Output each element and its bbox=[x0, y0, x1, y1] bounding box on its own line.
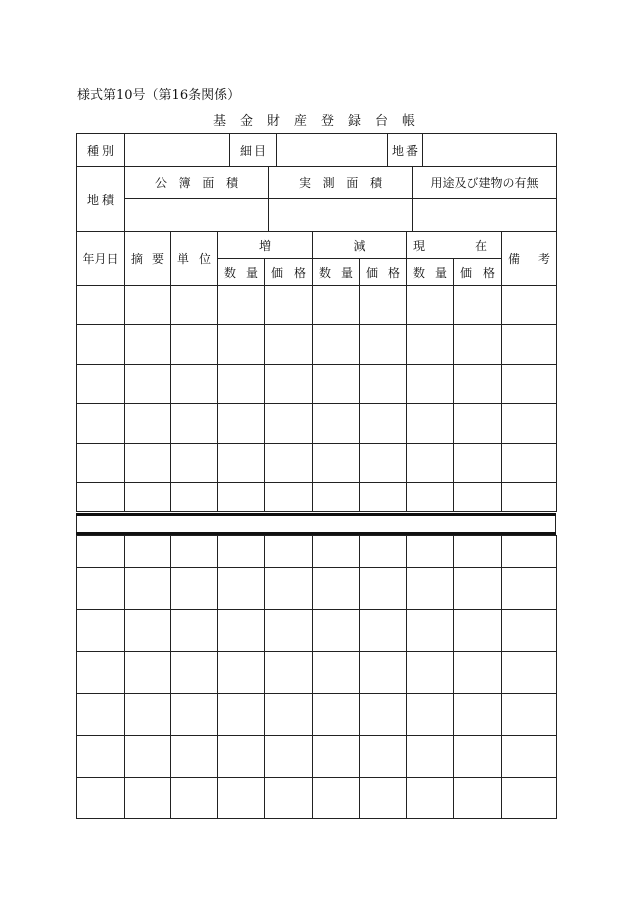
increase-price-header: 価 格 bbox=[265, 259, 313, 286]
register-table bbox=[76, 133, 556, 512]
ledger-cell[interactable] bbox=[77, 736, 125, 778]
ledger-cell[interactable] bbox=[360, 736, 407, 778]
ledger-cell[interactable] bbox=[454, 404, 502, 444]
ledger-cell[interactable] bbox=[360, 483, 407, 512]
ledger-row bbox=[77, 286, 557, 325]
title-char: 基 bbox=[213, 114, 227, 129]
ledger-cell[interactable] bbox=[313, 694, 360, 736]
ledger-cell[interactable] bbox=[171, 325, 218, 365]
ledger-cell[interactable] bbox=[313, 610, 360, 652]
ledger-cell[interactable] bbox=[171, 568, 218, 610]
ledger-cell[interactable] bbox=[502, 483, 557, 512]
ledger-cell[interactable] bbox=[454, 286, 502, 325]
ledger-cell[interactable] bbox=[454, 736, 502, 778]
title-char: 台 bbox=[375, 114, 389, 129]
shubetsu-label: 種 別 bbox=[77, 134, 125, 167]
ledger-row bbox=[77, 694, 557, 736]
ledger-cell[interactable] bbox=[125, 286, 171, 325]
ledger-cell[interactable] bbox=[77, 325, 125, 365]
remarks-header: 備 考 bbox=[502, 232, 557, 286]
ledger-cell[interactable] bbox=[454, 365, 502, 404]
ledger-cell[interactable] bbox=[218, 325, 265, 365]
ledger-cell[interactable] bbox=[125, 365, 171, 404]
yoto-value[interactable] bbox=[413, 199, 557, 232]
ledger-cell[interactable] bbox=[454, 483, 502, 512]
ledger-cell[interactable] bbox=[407, 483, 454, 512]
ledger-cell[interactable] bbox=[125, 610, 171, 652]
ledger-cell[interactable] bbox=[171, 610, 218, 652]
ledger-cell[interactable] bbox=[360, 536, 407, 568]
ledger-cell[interactable] bbox=[171, 444, 218, 483]
ledger-cell[interactable] bbox=[360, 610, 407, 652]
ledger-cell[interactable] bbox=[125, 444, 171, 483]
ledger-cell[interactable] bbox=[77, 286, 125, 325]
break-gap bbox=[76, 516, 556, 532]
chiseki-label: 地 積 bbox=[77, 167, 125, 232]
ledger-row bbox=[77, 325, 557, 365]
ledger-cell[interactable] bbox=[454, 694, 502, 736]
ledger-cell[interactable] bbox=[77, 778, 125, 819]
ledger-cell[interactable] bbox=[218, 365, 265, 404]
ledger-cell[interactable] bbox=[77, 404, 125, 444]
ledger-cell[interactable] bbox=[77, 444, 125, 483]
ledger-header-table bbox=[76, 231, 557, 286]
kobo-menseki-header: 公 簿 面 積 bbox=[125, 167, 269, 199]
ledger-cell[interactable] bbox=[502, 736, 557, 778]
ledger-cell[interactable] bbox=[218, 536, 265, 568]
ledger-cell[interactable] bbox=[171, 652, 218, 694]
ledger-cell[interactable] bbox=[77, 652, 125, 694]
current-header: 現 在 bbox=[407, 232, 502, 259]
ledger-cell[interactable] bbox=[360, 652, 407, 694]
title-char: 金 bbox=[240, 114, 254, 129]
jissoku-menseki-value[interactable] bbox=[269, 199, 413, 232]
ledger-cell[interactable] bbox=[407, 736, 454, 778]
ledger-cell[interactable] bbox=[125, 736, 171, 778]
ledger-cell[interactable] bbox=[218, 286, 265, 325]
ledger-cell[interactable] bbox=[218, 610, 265, 652]
ledger-cell[interactable] bbox=[407, 568, 454, 610]
ledger-row bbox=[77, 404, 557, 444]
ledger-cell[interactable] bbox=[265, 736, 313, 778]
ledger-cell[interactable] bbox=[77, 365, 125, 404]
ledger-cell[interactable] bbox=[171, 286, 218, 325]
ledger-row bbox=[77, 365, 557, 404]
current-quantity-header: 数 量 bbox=[407, 259, 454, 286]
increase-quantity-header: 数 量 bbox=[218, 259, 265, 286]
ledger-lower bbox=[76, 535, 556, 819]
decrease-price-header: 価 格 bbox=[360, 259, 407, 286]
chiban-value[interactable] bbox=[423, 134, 557, 167]
kobo-menseki-value[interactable] bbox=[125, 199, 269, 232]
ledger-cell[interactable] bbox=[265, 694, 313, 736]
ledger-cell[interactable] bbox=[313, 404, 360, 444]
ledger-cell[interactable] bbox=[313, 536, 360, 568]
area-table bbox=[76, 166, 557, 232]
ledger-cell[interactable] bbox=[313, 483, 360, 512]
ledger-cell[interactable] bbox=[218, 404, 265, 444]
ledger-cell[interactable] bbox=[502, 444, 557, 483]
ledger-cell[interactable] bbox=[360, 365, 407, 404]
decrease-quantity-header: 数 量 bbox=[313, 259, 360, 286]
ledger-cell[interactable] bbox=[218, 483, 265, 512]
form-number: 様式第10号（第16条関係） bbox=[77, 88, 241, 103]
ledger-cell[interactable] bbox=[313, 286, 360, 325]
ledger-cell[interactable] bbox=[502, 694, 557, 736]
title-char: 登 bbox=[321, 114, 335, 129]
ledger-cell[interactable] bbox=[313, 365, 360, 404]
ledger-cell[interactable] bbox=[407, 444, 454, 483]
ledger-cell[interactable] bbox=[265, 444, 313, 483]
saimoku-label: 細 目 bbox=[230, 134, 277, 167]
ledger-cell[interactable] bbox=[407, 610, 454, 652]
ledger-cell[interactable] bbox=[313, 778, 360, 819]
title-char: 録 bbox=[348, 114, 362, 129]
ledger-cell[interactable] bbox=[407, 404, 454, 444]
ledger-row bbox=[77, 736, 557, 778]
ledger-cell[interactable] bbox=[360, 404, 407, 444]
ledger-cell[interactable] bbox=[407, 652, 454, 694]
ledger-cell[interactable] bbox=[77, 483, 125, 512]
ledger-cell[interactable] bbox=[313, 325, 360, 365]
ledger-cell[interactable] bbox=[77, 694, 125, 736]
ledger-cell[interactable] bbox=[125, 536, 171, 568]
ledger-cell[interactable] bbox=[502, 325, 557, 365]
ledger-cell[interactable] bbox=[313, 652, 360, 694]
ledger-cell[interactable] bbox=[218, 444, 265, 483]
ledger-row bbox=[77, 536, 557, 568]
ledger-cell[interactable] bbox=[77, 568, 125, 610]
ledger-cell[interactable] bbox=[218, 652, 265, 694]
ledger-cell[interactable] bbox=[265, 286, 313, 325]
ledger-cell[interactable] bbox=[360, 694, 407, 736]
ledger-cell[interactable] bbox=[125, 483, 171, 512]
title-char: 帳 bbox=[402, 114, 416, 129]
ledger-cell[interactable] bbox=[454, 325, 502, 365]
date-header: 年月日 bbox=[77, 232, 125, 286]
ledger-cell[interactable] bbox=[218, 736, 265, 778]
ledger-cell[interactable] bbox=[218, 694, 265, 736]
ledger-cell[interactable] bbox=[313, 568, 360, 610]
ledger-cell[interactable] bbox=[218, 568, 265, 610]
ledger-cell[interactable] bbox=[125, 568, 171, 610]
ledger-cell[interactable] bbox=[407, 325, 454, 365]
ledger-cell[interactable] bbox=[454, 568, 502, 610]
ledger-cell[interactable] bbox=[265, 483, 313, 512]
saimoku-value[interactable] bbox=[277, 134, 388, 167]
ledger-cell[interactable] bbox=[171, 778, 218, 819]
ledger-cell[interactable] bbox=[265, 536, 313, 568]
ledger-cell[interactable] bbox=[171, 404, 218, 444]
summary-header: 摘 要 bbox=[125, 232, 171, 286]
ledger-row bbox=[77, 652, 557, 694]
title-char: 財 bbox=[267, 114, 281, 129]
ledger-cell[interactable] bbox=[171, 736, 218, 778]
ledger-cell[interactable] bbox=[407, 694, 454, 736]
ledger-row bbox=[77, 483, 557, 512]
ledger-cell[interactable] bbox=[454, 610, 502, 652]
form-title bbox=[213, 110, 429, 129]
ledger-cell[interactable] bbox=[265, 365, 313, 404]
ledger-cell[interactable] bbox=[502, 286, 557, 325]
ledger-row bbox=[77, 778, 557, 819]
header-fields-table bbox=[76, 133, 557, 167]
ledger-cell[interactable] bbox=[265, 404, 313, 444]
ledger-cell[interactable] bbox=[125, 652, 171, 694]
ledger-cell[interactable] bbox=[454, 444, 502, 483]
ledger-upper-body bbox=[76, 285, 557, 512]
ledger-cell[interactable] bbox=[407, 365, 454, 404]
decrease-header: 減 bbox=[313, 232, 407, 259]
ledger-cell[interactable] bbox=[502, 568, 557, 610]
ledger-cell[interactable] bbox=[218, 778, 265, 819]
ledger-cell[interactable] bbox=[502, 365, 557, 404]
ledger-cell[interactable] bbox=[360, 568, 407, 610]
ledger-cell[interactable] bbox=[454, 778, 502, 819]
ledger-row bbox=[77, 568, 557, 610]
ledger-cell[interactable] bbox=[125, 694, 171, 736]
ledger-cell[interactable] bbox=[265, 610, 313, 652]
ledger-cell[interactable] bbox=[171, 694, 218, 736]
ledger-cell[interactable] bbox=[360, 286, 407, 325]
ledger-cell[interactable] bbox=[171, 365, 218, 404]
increase-header: 増 bbox=[218, 232, 313, 259]
ledger-cell[interactable] bbox=[313, 444, 360, 483]
yoto-header: 用途及び建物の有無 bbox=[413, 167, 557, 199]
ledger-cell[interactable] bbox=[77, 536, 125, 568]
ledger-cell[interactable] bbox=[265, 568, 313, 610]
ledger-row bbox=[77, 610, 557, 652]
shubetsu-value[interactable] bbox=[125, 134, 230, 167]
ledger-cell[interactable] bbox=[360, 778, 407, 819]
ledger-lower-body bbox=[76, 535, 557, 819]
ledger-cell[interactable] bbox=[454, 652, 502, 694]
title-char: 産 bbox=[294, 114, 308, 129]
ledger-cell[interactable] bbox=[502, 536, 557, 568]
ledger-cell[interactable] bbox=[265, 652, 313, 694]
ledger-cell[interactable] bbox=[171, 483, 218, 512]
ledger-cell[interactable] bbox=[171, 536, 218, 568]
ledger-cell[interactable] bbox=[360, 325, 407, 365]
ledger-cell[interactable] bbox=[265, 325, 313, 365]
ledger-cell[interactable] bbox=[77, 610, 125, 652]
ledger-cell[interactable] bbox=[454, 536, 502, 568]
current-price-header: 価 格 bbox=[454, 259, 502, 286]
ledger-cell[interactable] bbox=[407, 778, 454, 819]
ledger-cell[interactable] bbox=[265, 778, 313, 819]
ledger-cell[interactable] bbox=[407, 286, 454, 325]
ledger-cell[interactable] bbox=[502, 778, 557, 819]
ledger-cell[interactable] bbox=[125, 778, 171, 819]
ledger-cell[interactable] bbox=[502, 610, 557, 652]
ledger-cell[interactable] bbox=[125, 404, 171, 444]
ledger-row bbox=[77, 444, 557, 483]
ledger-cell[interactable] bbox=[502, 652, 557, 694]
ledger-cell[interactable] bbox=[313, 736, 360, 778]
jissoku-menseki-header: 実 測 面 積 bbox=[269, 167, 413, 199]
ledger-cell[interactable] bbox=[407, 536, 454, 568]
chiban-label: 地 番 bbox=[388, 134, 423, 167]
ledger-cell[interactable] bbox=[125, 325, 171, 365]
ledger-cell[interactable] bbox=[502, 404, 557, 444]
ledger-cell[interactable] bbox=[360, 444, 407, 483]
unit-header: 単 位 bbox=[171, 232, 218, 286]
